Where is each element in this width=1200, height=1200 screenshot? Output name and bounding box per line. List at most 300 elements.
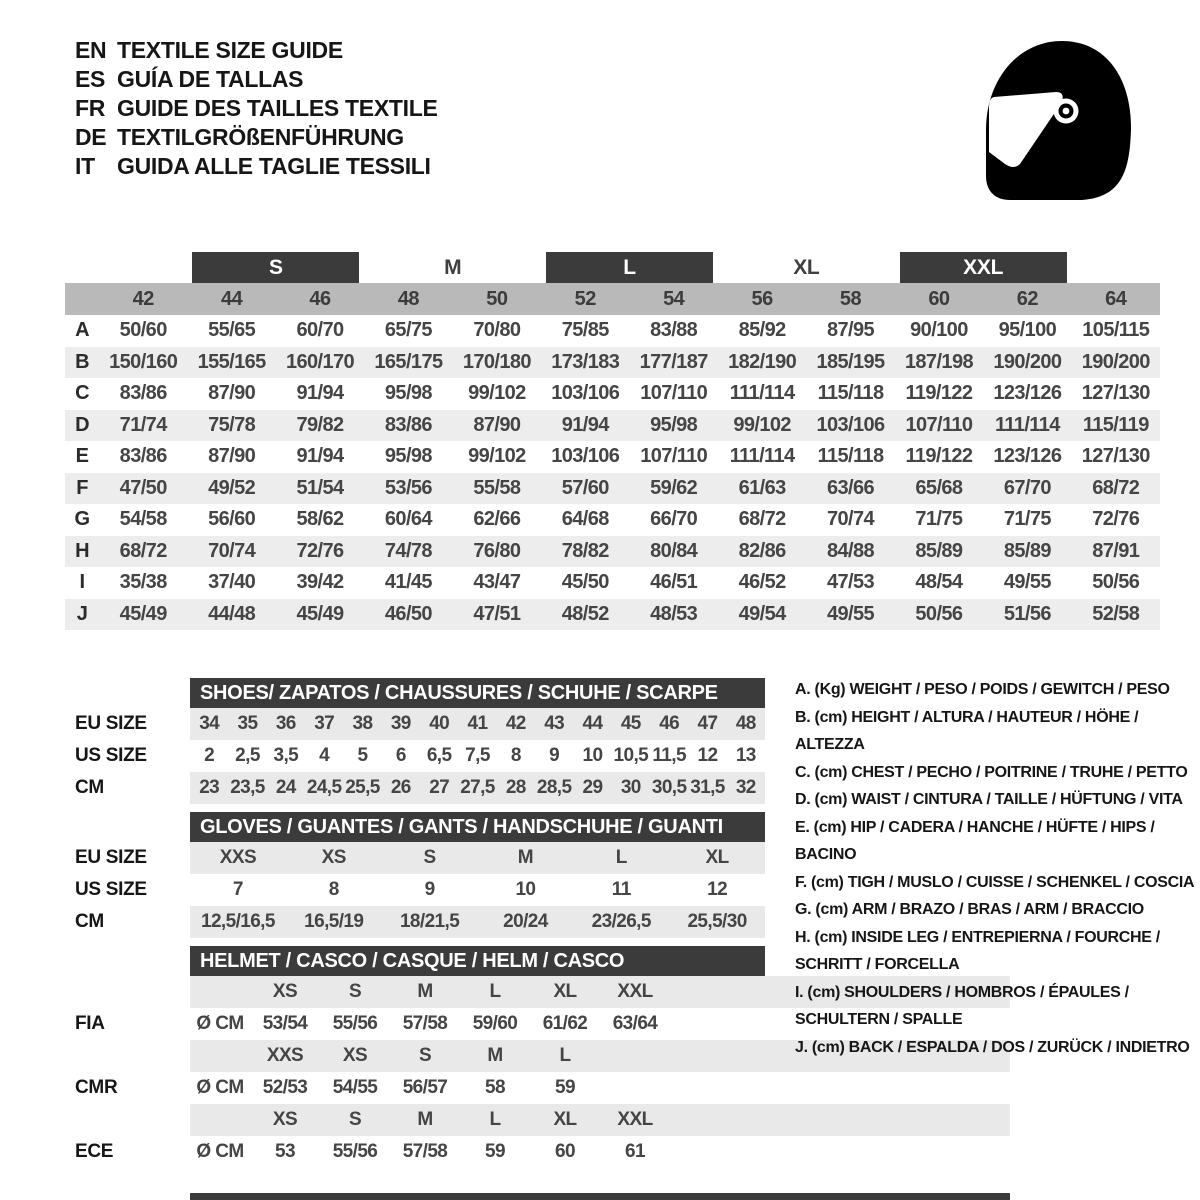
shoes-row-label: EU SIZE <box>75 713 147 734</box>
glove-size-value: 18/21,5 <box>399 911 460 932</box>
size-number: 60 <box>928 288 950 310</box>
size-number: 42 <box>132 288 154 310</box>
helmet-size-value: 56/57 <box>402 1077 448 1098</box>
measurement-row <box>65 536 1160 568</box>
measurement-row <box>65 441 1160 473</box>
language-row <box>75 36 438 65</box>
numeric-size-header <box>65 283 1160 315</box>
shoes-row <box>75 740 765 772</box>
measurement-value: 99/102 <box>733 413 791 436</box>
helmet-size-value: 57/58 <box>402 1141 448 1162</box>
shoe-size-value: 43 <box>544 713 565 734</box>
shoe-size-value: 6,5 <box>426 745 452 766</box>
measurement-value: 72/76 <box>1092 508 1140 530</box>
measurement-value: 99/102 <box>468 382 526 404</box>
shoe-size-value: 2 <box>204 745 215 766</box>
measurement-row <box>65 599 1160 631</box>
measurement-value: 150/160 <box>109 350 178 373</box>
measurement-value: 59/62 <box>650 476 698 499</box>
shoe-size-value: 28,5 <box>536 777 572 798</box>
measurement-value: 155/165 <box>197 350 266 373</box>
gloves-row <box>75 842 765 874</box>
measurement-value: 55/58 <box>473 476 521 499</box>
measurement-value: 41/45 <box>384 571 432 593</box>
size-number: 52 <box>574 288 596 310</box>
measurement-value: 127/130 <box>1081 382 1150 404</box>
measurement-value: 87/90 <box>208 445 256 467</box>
measurement-value: 87/90 <box>208 382 256 404</box>
helmet-standard-label: FIA <box>75 1013 105 1034</box>
measurement-value: 123/126 <box>993 445 1062 467</box>
helmet-size-label: S <box>348 981 362 1002</box>
size-group-xxl: XXL <box>900 252 1067 283</box>
row-letter: G <box>74 508 90 530</box>
glove-size-value: S <box>423 847 436 868</box>
shoe-size-value: 13 <box>735 745 756 766</box>
measurement-value: 37/40 <box>208 571 256 593</box>
measurement-value: 190/200 <box>993 350 1062 373</box>
legend-item: D. (cm) WAIST / CINTURA / TAILLE / HÜFTUNG / VITA <box>795 791 1183 808</box>
measurement-value: 68/72 <box>1092 476 1140 499</box>
measurement-value: 82/86 <box>738 539 786 562</box>
glove-size-value: 7 <box>232 879 243 900</box>
helmet-size-label: S <box>348 1109 362 1130</box>
row-letter: A <box>75 319 89 341</box>
measurement-value: 115/119 <box>1082 413 1149 436</box>
helmet-size-value: 59 <box>485 1141 505 1162</box>
measurement-value: 72/76 <box>296 539 344 562</box>
measurement-value: 182/190 <box>728 350 797 373</box>
glove-size-value: 8 <box>328 879 339 900</box>
helmet-size-label: M <box>487 1045 503 1066</box>
size-number: 48 <box>397 288 420 310</box>
measurement-value: 91/94 <box>296 382 344 404</box>
gloves-row <box>75 874 765 906</box>
legend-item: H. (cm) INSIDE LEG / ENTREPIERNA / FOURCHE / SCHRITT / FORCELLA <box>795 928 1160 973</box>
shoe-size-value: 37 <box>314 713 335 734</box>
legend-item: C. (cm) CHEST / PECHO / POITRINE / TRUHE / PETTO <box>795 763 1188 781</box>
shoe-size-value: 39 <box>390 713 411 734</box>
shoe-size-value: 4 <box>319 745 330 766</box>
helmet-size-spacer <box>190 1104 250 1136</box>
measurement-value: 85/92 <box>738 319 786 341</box>
shoe-size-value: 47 <box>697 713 718 734</box>
measurement-value: 65/75 <box>384 319 432 341</box>
helmet-size-label: XS <box>272 981 298 1002</box>
language-row <box>75 123 438 152</box>
shoe-size-value: 23,5 <box>230 777 265 798</box>
measurement-value: 76/80 <box>473 539 521 562</box>
shoes-row-label: US SIZE <box>75 745 147 766</box>
measurement-value: 103/106 <box>551 445 620 467</box>
measurement-table <box>65 315 1160 630</box>
language-title: TEXTILE SIZE GUIDE <box>117 37 343 63</box>
shoe-size-value: 24 <box>275 777 296 798</box>
measurement-value: 74/78 <box>384 539 432 562</box>
glove-size-value: 16,5/19 <box>304 911 364 932</box>
measurement-value: 55/65 <box>208 319 256 341</box>
shoe-size-value: 28 <box>505 777 526 798</box>
measurement-value: 47/51 <box>473 602 521 625</box>
helmet-size-value: 60 <box>555 1141 575 1162</box>
language-code: FR <box>75 95 106 121</box>
measurement-value: 51/54 <box>296 476 344 499</box>
bottom-partial-bar <box>190 1193 1010 1200</box>
helmet-size-label: L <box>489 1109 501 1130</box>
size-group-s: S <box>192 252 359 283</box>
measurement-value: 173/183 <box>551 350 620 373</box>
measurement-value: 177/187 <box>639 350 708 373</box>
measurement-value: 107/110 <box>640 445 708 467</box>
measurement-value: 46/50 <box>384 602 432 625</box>
language-code: ES <box>75 66 106 92</box>
helmet-size-value: 53 <box>275 1141 295 1162</box>
measurement-value: 50/56 <box>915 602 963 625</box>
measurement-value: 107/110 <box>640 382 708 404</box>
measurement-value: 68/72 <box>119 539 167 562</box>
measurement-value: 54/58 <box>119 508 167 530</box>
gloves-row-label: US SIZE <box>75 879 147 900</box>
shoe-size-value: 23 <box>199 777 220 798</box>
measurement-value: 111/114 <box>729 445 795 467</box>
corner-spacer <box>65 283 99 315</box>
helmet-size-label: M <box>417 981 433 1002</box>
legend-item: F. (cm) TIGH / MUSLO / CUISSE / SCHENKEL / COSCIA <box>795 873 1195 891</box>
size-group-xl: XL <box>793 256 820 279</box>
language-code: IT <box>75 153 95 179</box>
helmet-size-label: XXS <box>266 1045 304 1066</box>
measurement-value: 127/130 <box>1081 445 1150 467</box>
helmet-size-value: 53/54 <box>262 1013 308 1034</box>
measurement-value: 83/86 <box>384 413 432 436</box>
language-title-list <box>75 36 438 181</box>
measurement-value: 71/75 <box>915 508 963 530</box>
helmet-size-value: 59/60 <box>472 1013 518 1034</box>
legend-item: G. (cm) ARM / BRAZO / BRAS / ARM / BRACCIO <box>795 901 1144 918</box>
shoe-size-value: 31,5 <box>690 777 725 798</box>
shoes-row <box>75 708 765 740</box>
legend-item: E. (cm) HIP / CADERA / HANCHE / HÜFTE / HIPS / BACINO <box>795 818 1155 863</box>
helmet-size-value: 61/62 <box>542 1013 588 1034</box>
measurement-row <box>65 410 1160 442</box>
language-title: GUIDA ALLE TAGLIE TESSILI <box>117 153 431 179</box>
shoes-section <box>75 678 765 804</box>
measurement-value: 70/74 <box>827 508 875 530</box>
measurement-value: 44/48 <box>208 602 256 625</box>
gloves-section <box>75 812 765 938</box>
helmet-size-label: XS <box>272 1109 298 1130</box>
language-row <box>75 152 438 181</box>
measurement-value: 61/63 <box>738 476 786 499</box>
measurement-value: 111/114 <box>729 382 795 404</box>
measurement-value: 87/91 <box>1092 539 1140 562</box>
measurement-value: 63/66 <box>827 476 875 499</box>
helmet-size-label: L <box>559 1045 571 1066</box>
helmet-size-value: 63/64 <box>612 1013 658 1034</box>
measurement-value: 170/180 <box>462 350 531 373</box>
language-title: TEXTILGRÖßENFÜHRUNG <box>117 124 404 150</box>
measurement-value: 83/88 <box>650 319 698 341</box>
shoe-size-value: 3,5 <box>273 745 299 766</box>
shoe-size-value: 12 <box>697 745 718 766</box>
language-code: DE <box>75 124 107 150</box>
helmet-values-row <box>75 1072 1010 1104</box>
helmet-size-label: S <box>418 1045 432 1066</box>
glove-size-value: XXS <box>219 847 257 868</box>
shoes-row-label: CM <box>75 777 104 798</box>
shoe-size-value: 25,5 <box>345 777 380 798</box>
row-letter: B <box>75 350 89 373</box>
measurement-value: 185/195 <box>816 350 885 373</box>
helmet-size-label: XXL <box>617 981 653 1002</box>
helmet-standard-label: ECE <box>75 1141 114 1162</box>
helmet-size-value: 57/58 <box>402 1013 448 1034</box>
measurement-value: 65/68 <box>915 476 963 499</box>
measurement-value: 71/74 <box>119 413 167 436</box>
legend-item: B. (cm) HEIGHT / ALTURA / HAUTEUR / HÖHE / ALTEZZA <box>795 708 1139 753</box>
language-code: EN <box>75 37 107 63</box>
measurement-value: 87/90 <box>473 413 521 436</box>
measurement-row <box>65 567 1160 599</box>
measurement-value: 115/118 <box>817 382 884 404</box>
size-group-header <box>65 252 1160 283</box>
measurement-value: 62/66 <box>473 508 521 530</box>
measurement-row <box>65 504 1160 536</box>
measurement-value: 80/84 <box>650 539 698 562</box>
measurement-value: 57/60 <box>561 476 609 499</box>
size-group-m: M <box>444 256 462 279</box>
shoe-size-value: 11,5 <box>652 745 686 766</box>
size-number: 46 <box>309 288 331 310</box>
measurement-value: 68/72 <box>738 508 786 530</box>
language-title: GUIDE DES TAILLES TEXTILE <box>117 95 438 121</box>
measurement-value: 47/53 <box>827 571 875 593</box>
measurement-value: 75/85 <box>561 319 609 341</box>
measurement-value: 48/54 <box>915 571 963 593</box>
measurement-value: 190/200 <box>1081 350 1150 373</box>
shoe-size-value: 36 <box>275 713 296 734</box>
measurement-value: 48/52 <box>561 602 609 625</box>
measurement-value: 46/52 <box>738 571 786 593</box>
row-letter: D <box>75 413 89 436</box>
shoe-size-value: 44 <box>582 713 603 734</box>
measurement-value: 90/100 <box>910 319 968 341</box>
shoe-size-value: 46 <box>659 713 680 734</box>
shoe-size-value: 9 <box>549 745 560 766</box>
size-number: 58 <box>839 288 862 310</box>
shoe-size-value: 30,5 <box>651 777 687 798</box>
measurement-value: 71/75 <box>1003 508 1051 530</box>
measurement-value: 58/62 <box>296 508 344 530</box>
measurement-row <box>65 315 1160 347</box>
measurement-value: 95/98 <box>384 445 432 467</box>
measurement-row <box>65 378 1160 410</box>
helmet-values-row <box>75 1136 1010 1168</box>
measurement-value: 49/54 <box>738 602 786 625</box>
measurement-value: 75/78 <box>208 413 256 436</box>
measurement-value: 123/126 <box>993 382 1062 404</box>
measurement-value: 107/110 <box>905 413 973 436</box>
measurement-value: 85/89 <box>1003 539 1051 562</box>
helmet-size-label: L <box>489 981 501 1002</box>
glove-size-value: XS <box>321 847 346 868</box>
language-title: GUÍA DE TALLAS <box>117 66 304 92</box>
measurement-value: 48/53 <box>650 602 698 625</box>
gloves-section-title: GLOVES / GUANTES / GANTS / HANDSCHUHE / GUANTI <box>190 812 765 842</box>
glove-size-value: L <box>615 847 627 868</box>
legend-item: A. (Kg) WEIGHT / PESO / POIDS / GEWITCH / PESO <box>795 681 1170 698</box>
helmet-section-title: HELMET / CASCO / CASQUE / HELM / CASCO <box>190 946 765 976</box>
shoe-size-value: 40 <box>429 713 450 734</box>
measurement-value: 52/58 <box>1092 602 1140 625</box>
shoes-row <box>75 772 765 804</box>
shoe-size-value: 42 <box>505 713 526 734</box>
measurement-value: 43/47 <box>473 571 521 593</box>
measurement-value: 103/106 <box>551 382 620 404</box>
measurement-value: 83/86 <box>119 382 167 404</box>
helmet-icon <box>982 40 1133 205</box>
measurement-value: 160/170 <box>285 350 355 373</box>
gloves-row <box>75 906 765 938</box>
size-number: 54 <box>663 288 685 310</box>
glove-size-value: 11 <box>611 879 631 900</box>
measurement-value: 46/51 <box>650 571 698 593</box>
measurement-value: 64/68 <box>561 508 609 530</box>
measurement-value: 70/80 <box>473 319 521 341</box>
measurement-value: 67/70 <box>1003 476 1051 499</box>
measurement-value: 78/82 <box>561 539 609 562</box>
helmet-size-value: 55/56 <box>332 1141 378 1162</box>
shoe-size-value: 38 <box>352 713 373 734</box>
measurement-value: 45/50 <box>561 571 609 593</box>
measurement-value: 111/114 <box>994 413 1060 436</box>
measurement-value: 79/82 <box>296 413 344 436</box>
size-number: 44 <box>220 288 243 310</box>
measurement-value: 35/38 <box>119 571 167 593</box>
size-number: 62 <box>1016 288 1038 310</box>
measurement-value: 95/100 <box>998 319 1057 341</box>
measurement-value: 85/89 <box>915 539 963 562</box>
row-letter: C <box>75 382 89 404</box>
shoe-size-value: 10,5 <box>613 745 649 766</box>
measurement-value: 119/122 <box>905 382 973 404</box>
row-letter: J <box>76 602 88 625</box>
measurement-value: 39/42 <box>296 571 344 593</box>
measurement-value: 56/60 <box>208 508 256 530</box>
shoe-size-value: 5 <box>357 745 368 766</box>
diameter-unit: Ø CM <box>196 1077 244 1098</box>
measurement-legend <box>795 676 1200 1061</box>
helmet-size-header-row <box>190 1104 1010 1136</box>
helmet-size-value: 59 <box>555 1077 575 1098</box>
shoe-size-value: 41 <box>467 713 488 734</box>
shoe-size-value: 30 <box>620 777 641 798</box>
measurement-value: 187/198 <box>904 350 973 373</box>
measurement-value: 95/98 <box>650 413 698 436</box>
shoe-size-value: 32 <box>735 777 756 798</box>
helmet-size-spacer <box>190 976 250 1008</box>
measurement-value: 49/52 <box>208 476 256 499</box>
row-letter: I <box>79 571 85 593</box>
measurement-value: 105/115 <box>1082 319 1150 341</box>
measurement-value: 66/70 <box>650 508 698 530</box>
glove-size-value: 9 <box>424 879 435 900</box>
measurement-value: 50/56 <box>1092 571 1140 593</box>
helmet-size-label: XS <box>342 1045 368 1066</box>
measurement-value: 70/74 <box>208 539 256 562</box>
helmet-size-label: XL <box>553 981 577 1002</box>
helmet-standard-group <box>75 1104 1010 1168</box>
measurement-value: 49/55 <box>827 602 875 625</box>
measurement-value: 99/102 <box>468 445 526 467</box>
shoe-size-value: 24,5 <box>306 777 342 798</box>
measurement-value: 49/55 <box>1003 571 1051 593</box>
glove-size-value: 12 <box>707 879 728 900</box>
gloves-row-label: EU SIZE <box>75 847 147 868</box>
shoe-size-value: 8 <box>510 745 521 766</box>
helmet-size-value: 52/53 <box>262 1077 308 1098</box>
glove-size-value: 20/24 <box>503 911 548 932</box>
measurement-value: 47/50 <box>119 476 167 499</box>
row-letter: H <box>75 539 89 562</box>
size-number: 56 <box>751 288 773 310</box>
shoe-size-value: 27 <box>429 777 450 798</box>
measurement-value: 95/98 <box>384 382 432 404</box>
size-group-l: L <box>546 252 713 283</box>
shoe-size-value: 26 <box>390 777 411 798</box>
glove-size-value: 23/26,5 <box>591 911 651 932</box>
measurement-row <box>65 473 1160 505</box>
measurement-value: 91/94 <box>296 445 344 467</box>
measurement-value: 103/106 <box>816 413 885 436</box>
shoe-size-value: 6 <box>395 745 406 766</box>
gloves-row-label: CM <box>75 911 104 932</box>
shoe-size-value: 29 <box>582 777 603 798</box>
measurement-value: 45/49 <box>119 602 167 625</box>
shoe-size-value: 2,5 <box>235 745 260 766</box>
measurement-value: 50/60 <box>119 319 167 341</box>
helmet-size-value: 54/55 <box>332 1077 378 1098</box>
helmet-size-value: 55/56 <box>332 1013 378 1034</box>
glove-size-value: XL <box>705 847 729 868</box>
helmet-size-value: 61 <box>625 1141 645 1162</box>
shoes-section-title: SHOES/ ZAPATOS / CHAUSSURES / SCHUHE / SCARPE <box>190 678 765 708</box>
measurement-value: 87/95 <box>827 319 875 341</box>
row-letter: F <box>76 476 88 499</box>
legend-item: J. (cm) BACK / ESPALDA / DOS / ZURÜCK / INDIETRO <box>795 1038 1190 1056</box>
measurement-value: 51/56 <box>1003 602 1051 625</box>
shoe-size-value: 45 <box>620 713 641 734</box>
helmet-size-label: XXL <box>617 1109 653 1130</box>
glove-size-value: M <box>517 847 534 868</box>
measurement-value: 165/175 <box>374 350 443 373</box>
measurement-row <box>65 347 1160 379</box>
helmet-standard-label: CMR <box>75 1077 118 1098</box>
glove-size-value: 25,5/30 <box>687 911 747 932</box>
glove-size-value: 12,5/16,5 <box>200 911 275 932</box>
size-number: 64 <box>1105 288 1127 310</box>
shoe-size-value: 27,5 <box>460 777 495 798</box>
measurement-value: 84/88 <box>827 539 875 562</box>
helmet-size-label: XL <box>553 1109 577 1130</box>
diameter-unit: Ø CM <box>196 1141 244 1162</box>
measurement-value: 115/118 <box>817 445 884 467</box>
measurement-value: 60/64 <box>384 508 432 530</box>
diameter-unit: Ø CM <box>196 1013 244 1034</box>
shoe-size-value: 35 <box>237 713 258 734</box>
measurement-value: 60/70 <box>296 319 344 341</box>
helmet-size-label: M <box>417 1109 433 1130</box>
